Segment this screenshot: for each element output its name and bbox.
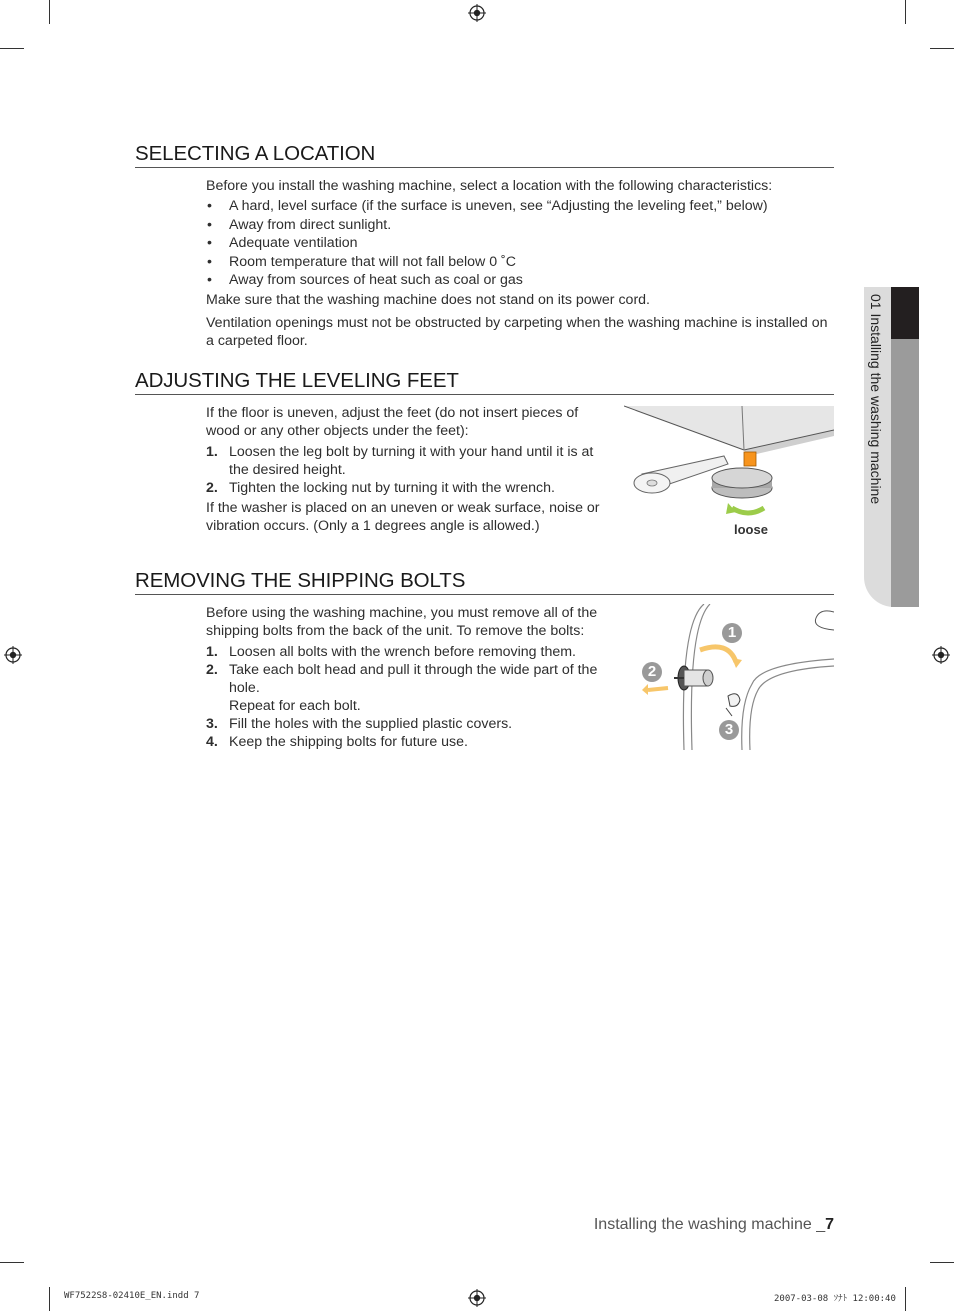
list-item: • Adequate ventilation [206, 234, 834, 252]
list-item [206, 479, 616, 497]
registration-mark-icon [468, 1289, 486, 1307]
page-footer [594, 1216, 834, 1234]
list-item: • A hard, level surface (if the surface is uneven, see “Adjusting the leveling feet,” below) [206, 197, 834, 215]
section-title-leveling-feet: ADJUSTING THE LEVELING FEET [135, 369, 834, 395]
intro-text: If the floor is uneven, adjust the feet (do not insert pieces of wood or any other objects under the feet): [206, 405, 579, 439]
print-slug-date: 2007-03-08 ｿﾅﾄ 12:00:40 [774, 1294, 896, 1304]
list-item: • Room temperature that will not fall below 0 ˚C [206, 253, 834, 271]
section-body-shipping-bolts [206, 604, 618, 753]
list-item: • Away from sources of heat such as coal or gas [206, 271, 834, 289]
intro-text: Before you install the washing machine, select a location with the following characteristics: [206, 178, 773, 194]
power-cord-note: Make sure that the washing machine does not stand on its power cord. [206, 292, 651, 308]
print-slug-file: WF7522S8-02410E_EN.indd 7 [64, 1291, 200, 1301]
figure-marker-label: 2 [647, 663, 657, 680]
crop-mark [930, 1262, 954, 1263]
crop-mark [49, 1287, 50, 1311]
chapter-tab-dark-block [891, 287, 919, 339]
crop-mark [930, 48, 954, 49]
figure-marker-2 [642, 662, 662, 682]
step-text: Keep the shipping bolts for future use. [229, 734, 468, 750]
step-text: Loosen the leg bolt by turning it with your hand until it is at the desired height. [229, 444, 594, 478]
registration-mark-icon [932, 646, 950, 664]
bolt-removal-steps [206, 643, 618, 751]
step-number: 4. [206, 734, 218, 750]
step-number: 3. [206, 716, 218, 732]
page-number: 7 [825, 1216, 834, 1233]
leveling-feet-illustration [624, 404, 834, 544]
list-item [206, 443, 616, 479]
step-number: 1. [206, 644, 218, 660]
crop-mark [905, 0, 906, 24]
list-item [206, 643, 618, 661]
figure-marker-label: 1 [727, 624, 737, 641]
crop-mark [0, 1262, 24, 1263]
step-text: Loosen all bolts with the wrench before removing them. [229, 644, 576, 660]
list-item [206, 715, 618, 733]
footer-label: Installing the washing machine _ [593, 1216, 826, 1233]
uneven-surface-note: If the washer is placed on an uneven or weak surface, noise or vibration occurs. (Only a 1 degrees angle is allowed.) [206, 500, 600, 534]
chapter-tab-label: 01 Installing the washing machine [868, 294, 884, 505]
step-text: Tighten the locking nut by turning it with the wrench. [229, 480, 555, 496]
crop-mark [0, 48, 24, 49]
figure-marker-label: 3 [724, 721, 734, 738]
registration-mark-icon [468, 4, 486, 22]
chapter-tab-grey-block [891, 339, 919, 607]
section-body-selecting-location [206, 177, 834, 355]
list-item: • Away from direct sunlight. [206, 216, 834, 234]
step-text: Fill the holes with the supplied plastic covers. [229, 716, 513, 732]
step-text: Take each bolt head and pull it through the wide part of the hole. [229, 662, 598, 696]
step-number: 2. [206, 480, 218, 496]
figure-label-loose: loose [734, 522, 768, 537]
crop-mark [49, 0, 50, 24]
step-text-block [229, 661, 618, 715]
registration-mark-icon [4, 646, 22, 664]
step-number: 2. [206, 662, 218, 678]
characteristics-list [206, 197, 834, 289]
intro-text: Before using the washing machine, you must remove all of the shipping bolts from the back of the unit. To remove the bolts: [206, 605, 598, 639]
leveling-steps [206, 443, 616, 497]
step-number: 1. [206, 444, 218, 460]
list-item [206, 661, 618, 715]
step-extra-text: Repeat for each bolt. [229, 698, 361, 714]
section-title-selecting-location: SELECTING A LOCATION [135, 142, 834, 168]
figure-marker-3 [719, 720, 739, 740]
section-body-leveling-feet [206, 404, 616, 540]
ventilation-note: Ventilation openings must not be obstructed by carpeting when the washing machine is installed on a carpeted floor. [206, 315, 828, 349]
figure-marker-1 [722, 623, 742, 643]
section-title-shipping-bolts: REMOVING THE SHIPPING BOLTS [135, 569, 834, 595]
crop-mark [905, 1287, 906, 1311]
list-item [206, 733, 618, 751]
